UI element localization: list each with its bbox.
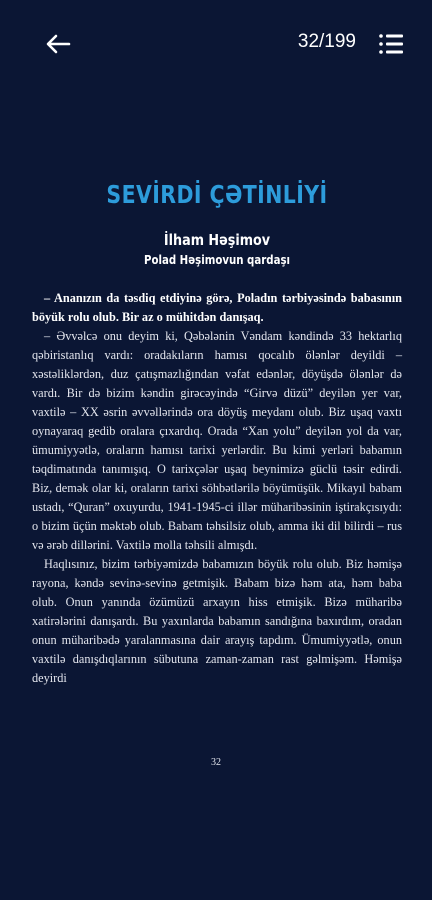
author-subtitle: Polad Həşimovun qardaşı [143,253,291,267]
interview-question: – Ananızın da təsdiq etdiyinə görə, Poladın tərbiyəsində babasının böyük rolu olub. Bir az o mühitdən danışaq. [32,291,402,324]
paragraph: – Əvvəlcə onu deyim ki, Qəbələnin Vəndam kəndində 33 hektarlıq qəbiristanlıq vardı: oradakıların hamısı qocalıb ölənlər deyildi – xəstəliklərdən, duz çatışmazlığından vəfat edənlər, döyüşdə ölənlər də vardı. Bir də bizim kəndin girəcəyində “Girvə düzü” deyilən yer var, vaxtilə – XX əsrin əvvəllərində ora döyüş meydanı olub. Biz uşaq vaxtı oynayaraq gedib oralara çıxardıq. Orada “Xan yolu” deyilən yol da var, ümumiyyətlə, oraların hamısı tarixi yerlərdir. Bu kimi yerləri babamın təqdimatında tanımışıq. O tarixçələr uşaq beynimizə güclü təsir edirdi. Biz, demək olar ki, oraların tarixi söhbətlərilə böyümüşük. Mikayıl babam ustadı, “Quran” oxuyurdu, 1941-1945-ci illər müharibəsinin iştirakçısıydı: o bizim üçün məktəb olub. Babam təhsilsiz olub, amma iki dil bilirdi – rus və ərəb dillərini. Vaxtilə molla təhsili almışdı. [32,329,402,552]
table-of-contents-button[interactable] [374,28,408,60]
author-name: İlham Həşimov [163,231,271,249]
page-content [32,180,402,688]
bottom-navigation [0,820,432,900]
back-button[interactable] [40,28,76,60]
list-menu-icon [378,33,404,55]
paragraph: Haqlısınız, bizim tərbiyəmizdə babamızın böyük rolu olub. Biz həmişə rayona, kəndə sevinə-sevinə getmişik. Babam bizə həm ata, həm baba olub. Onun yanında özümüzü arxayın hiss etmişik. Bizə müharibə xatirələrini danışardı. Bu yaxınlarda babamın sandığına baxırdım, oradan onun müharibədə yaralanmasına dair arayış tapdım. Ümumiyyətlə, onun vaxtilə danışdıqlarının sübutuna zaman-zaman rast gəlmişəm. Həmişə deyirdi [32,557,402,685]
body-text [32,289,402,688]
arrow-left-icon [45,34,71,54]
page-number: 32 [211,757,221,768]
page-counter: 32/199 [297,31,356,52]
chapter-title: SEVİRDİ ÇƏTİNLİYİ [106,180,328,209]
top-bar [0,0,432,90]
